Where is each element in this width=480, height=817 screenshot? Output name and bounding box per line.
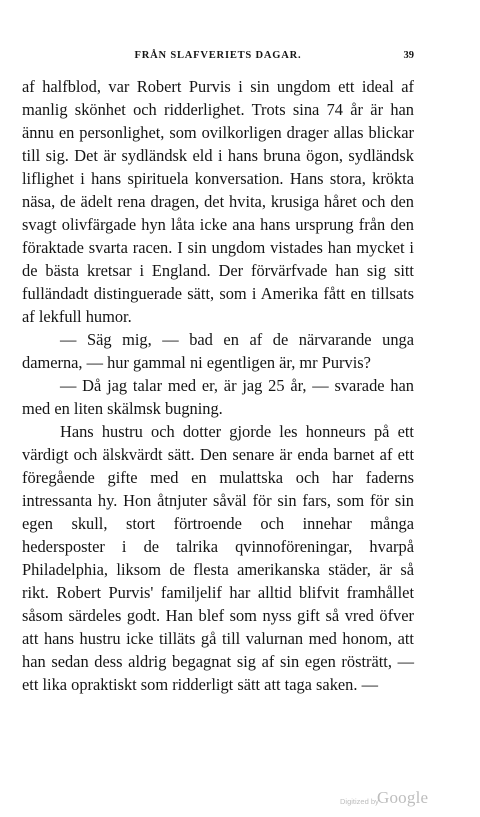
google-logo: Google	[377, 788, 429, 807]
paragraph-2: — Säg mig, — bad en af de närvarande unga damerna, — hur gammal ni egentligen är, mr Purvis?	[22, 330, 414, 372]
watermark-caption: Digitized by	[340, 797, 379, 806]
page-header	[22, 50, 414, 66]
paragraph-1: af halfblod, var Robert Purvis i sin ungdom ett ideal af manlig skönhet och ridderlighet. Trots sina 74 år är han ännu en personlighet, som ovilkorligen drager allas blickar till sig. Det är sydländsk eld i hans bruna ögon, sydländsk liflighet i hans spirituela konversation. Hans stora, krökta näsa, de ädelt rena dragen, det hvita, krusiga håret och den svagt olivfärgade hyn låta icke ana hans ursprung från den föraktade svarta racen. I sin ungdom vistades han mycket i de bästa kretsar i England. Der förvärfvade han sig sitt fulländadt distinguerade sätt, som i Amerika fått en tillsats af lekfull humor.	[22, 77, 414, 326]
paragraph-4: Hans hustru och dotter gjorde les honneurs på ett värdigt och älskvärdt sätt. Den senare är enda barnet af ett föregående gifte med en mulattska och har faderns intressanta hy. Hon åtnjuter såväl för sin fars, som för sin egen skull, stort förtroende och innehar många hedersposter i de talrika qvinnoföreningar, hvarpå Philadelphia, liksom de flesta amerikanska städer, är så rikt. Robert Purvis' familjelif har alltid blifvit framhållet såsom särdeles godt. Han blef som nyss gift så vred öfver att hans hustru icke tilläts gå till valurnan med honom, att han sedan dess aldrig begagnat sig af sin egen rösträtt, — ett lika opraktiskt som ridderligt sätt att taga saken. —	[22, 422, 414, 694]
body-text	[22, 75, 414, 696]
page-number: 39	[403, 50, 414, 61]
digitized-watermark	[340, 788, 460, 808]
running-head: FRÅN SLAFVERIETS DAGAR.	[134, 50, 302, 61]
paragraph-3: — Då jag talar med er, är jag 25 år, — svarade han med en liten skälmsk bugning.	[22, 376, 414, 418]
